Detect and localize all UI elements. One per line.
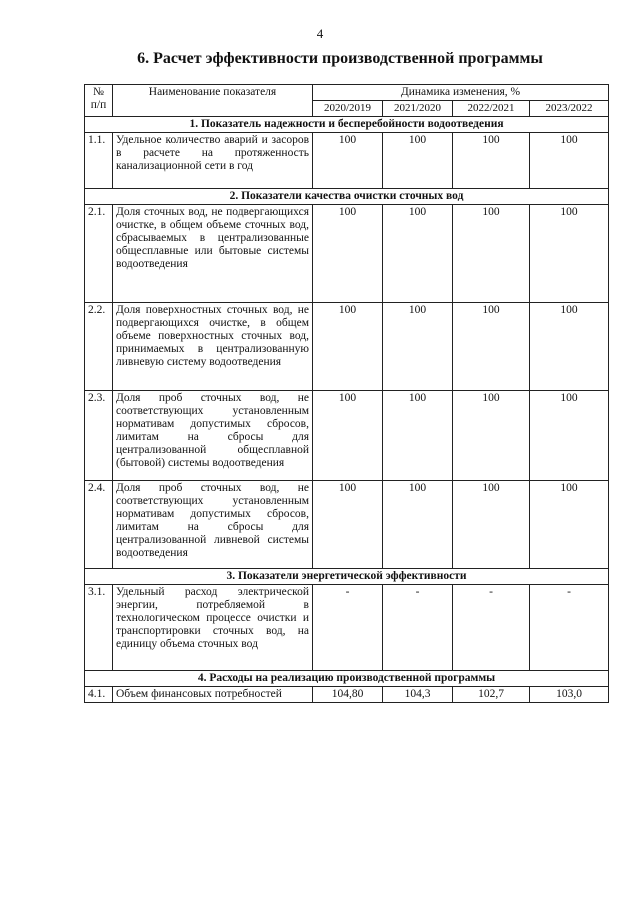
indicator-name: Доля поверхностных сточных вод, не подвергающихся очистке, в общем объеме поверхностных сточных вод, принимаемых в централизованную ливневую систему водоотведения (113, 303, 313, 391)
indicator-name: Объем финансовых потребностей (113, 687, 313, 703)
value-cell: 100 (453, 133, 530, 189)
value-cell: 100 (453, 205, 530, 303)
table-row (85, 205, 609, 303)
value-cell: 100 (383, 481, 453, 569)
document-title: 6. Расчет эффективности производственной программы (137, 50, 543, 67)
value-cell: 100 (383, 205, 453, 303)
row-number: 2.2. (85, 303, 113, 391)
value-cell: 100 (530, 481, 609, 569)
table-row (85, 133, 609, 189)
header-indicator-name: Наименование показателя (113, 85, 313, 117)
value-cell: - (453, 585, 530, 671)
table-row (85, 481, 609, 569)
header-dynamics: Динамика изменения, % (313, 85, 609, 101)
row-number: 2.1. (85, 205, 113, 303)
row-number: 4.1. (85, 687, 113, 703)
value-cell: 100 (313, 303, 383, 391)
indicator-name: Удельное количество аварий и засоров в расчете на протяженность канализационной сети в год (113, 133, 313, 189)
value-cell: 100 (530, 133, 609, 189)
header-num: № п/п (85, 85, 113, 117)
value-cell: 100 (383, 303, 453, 391)
header-year: 2020/2019 (313, 101, 383, 117)
table-header-row (85, 85, 609, 101)
indicator-name: Доля проб сточных вод, не соответствующих установленным нормативам допустимых сбросов, лимитам на сбросы для централизованной ливневой системы водоотведения (113, 481, 313, 569)
header-year: 2023/2022 (530, 101, 609, 117)
value-cell: - (530, 585, 609, 671)
value-cell: - (313, 585, 383, 671)
row-number: 2.4. (85, 481, 113, 569)
indicator-name: Доля сточных вод, не подвергающихся очистке, в общем объеме сточных вод, сбрасываемых в централизованные общесплавные или бытовые системы водоотведения (113, 205, 313, 303)
value-cell: 104,3 (383, 687, 453, 703)
section-title: 1. Показатель надежности и бесперебойности водоотведения (85, 117, 609, 133)
table-row (85, 303, 609, 391)
value-cell: 100 (383, 133, 453, 189)
row-number: 2.3. (85, 391, 113, 481)
value-cell: 102,7 (453, 687, 530, 703)
table-row (85, 391, 609, 481)
section-row (85, 117, 609, 133)
table-row (85, 687, 609, 703)
value-cell: 100 (383, 391, 453, 481)
header-year: 2022/2021 (453, 101, 530, 117)
page-number: 4 (316, 26, 324, 41)
indicator-name: Доля проб сточных вод, не соответствующих установленным нормативам допустимых сбросов, лимитам на сбросы для централизованной общесплавной (бытовой) системы водоотведения (113, 391, 313, 481)
value-cell: 100 (453, 303, 530, 391)
table-row (85, 585, 609, 671)
indicator-name: Удельный расход электрической энергии, потребляемой в технологическом процессе очистки и транспортировки сточных вод, на единицу объема сточных вод (113, 585, 313, 671)
value-cell: 104,80 (313, 687, 383, 703)
value-cell: 100 (530, 391, 609, 481)
row-number: 1.1. (85, 133, 113, 189)
value-cell: 100 (530, 303, 609, 391)
section-row (85, 189, 609, 205)
efficiency-table (84, 84, 609, 703)
value-cell: 100 (313, 481, 383, 569)
value-cell: 100 (313, 133, 383, 189)
value-cell: - (383, 585, 453, 671)
section-title: 4. Расходы на реализацию производственной программы (85, 671, 609, 687)
value-cell: 100 (313, 205, 383, 303)
header-year: 2021/2020 (383, 101, 453, 117)
value-cell: 100 (313, 391, 383, 481)
section-row (85, 569, 609, 585)
section-row (85, 671, 609, 687)
value-cell: 100 (530, 205, 609, 303)
row-number: 3.1. (85, 585, 113, 671)
value-cell: 100 (453, 481, 530, 569)
section-title: 3. Показатели энергетической эффективности (85, 569, 609, 585)
value-cell: 100 (453, 391, 530, 481)
value-cell: 103,0 (530, 687, 609, 703)
section-title: 2. Показатели качества очистки сточных вод (85, 189, 609, 205)
